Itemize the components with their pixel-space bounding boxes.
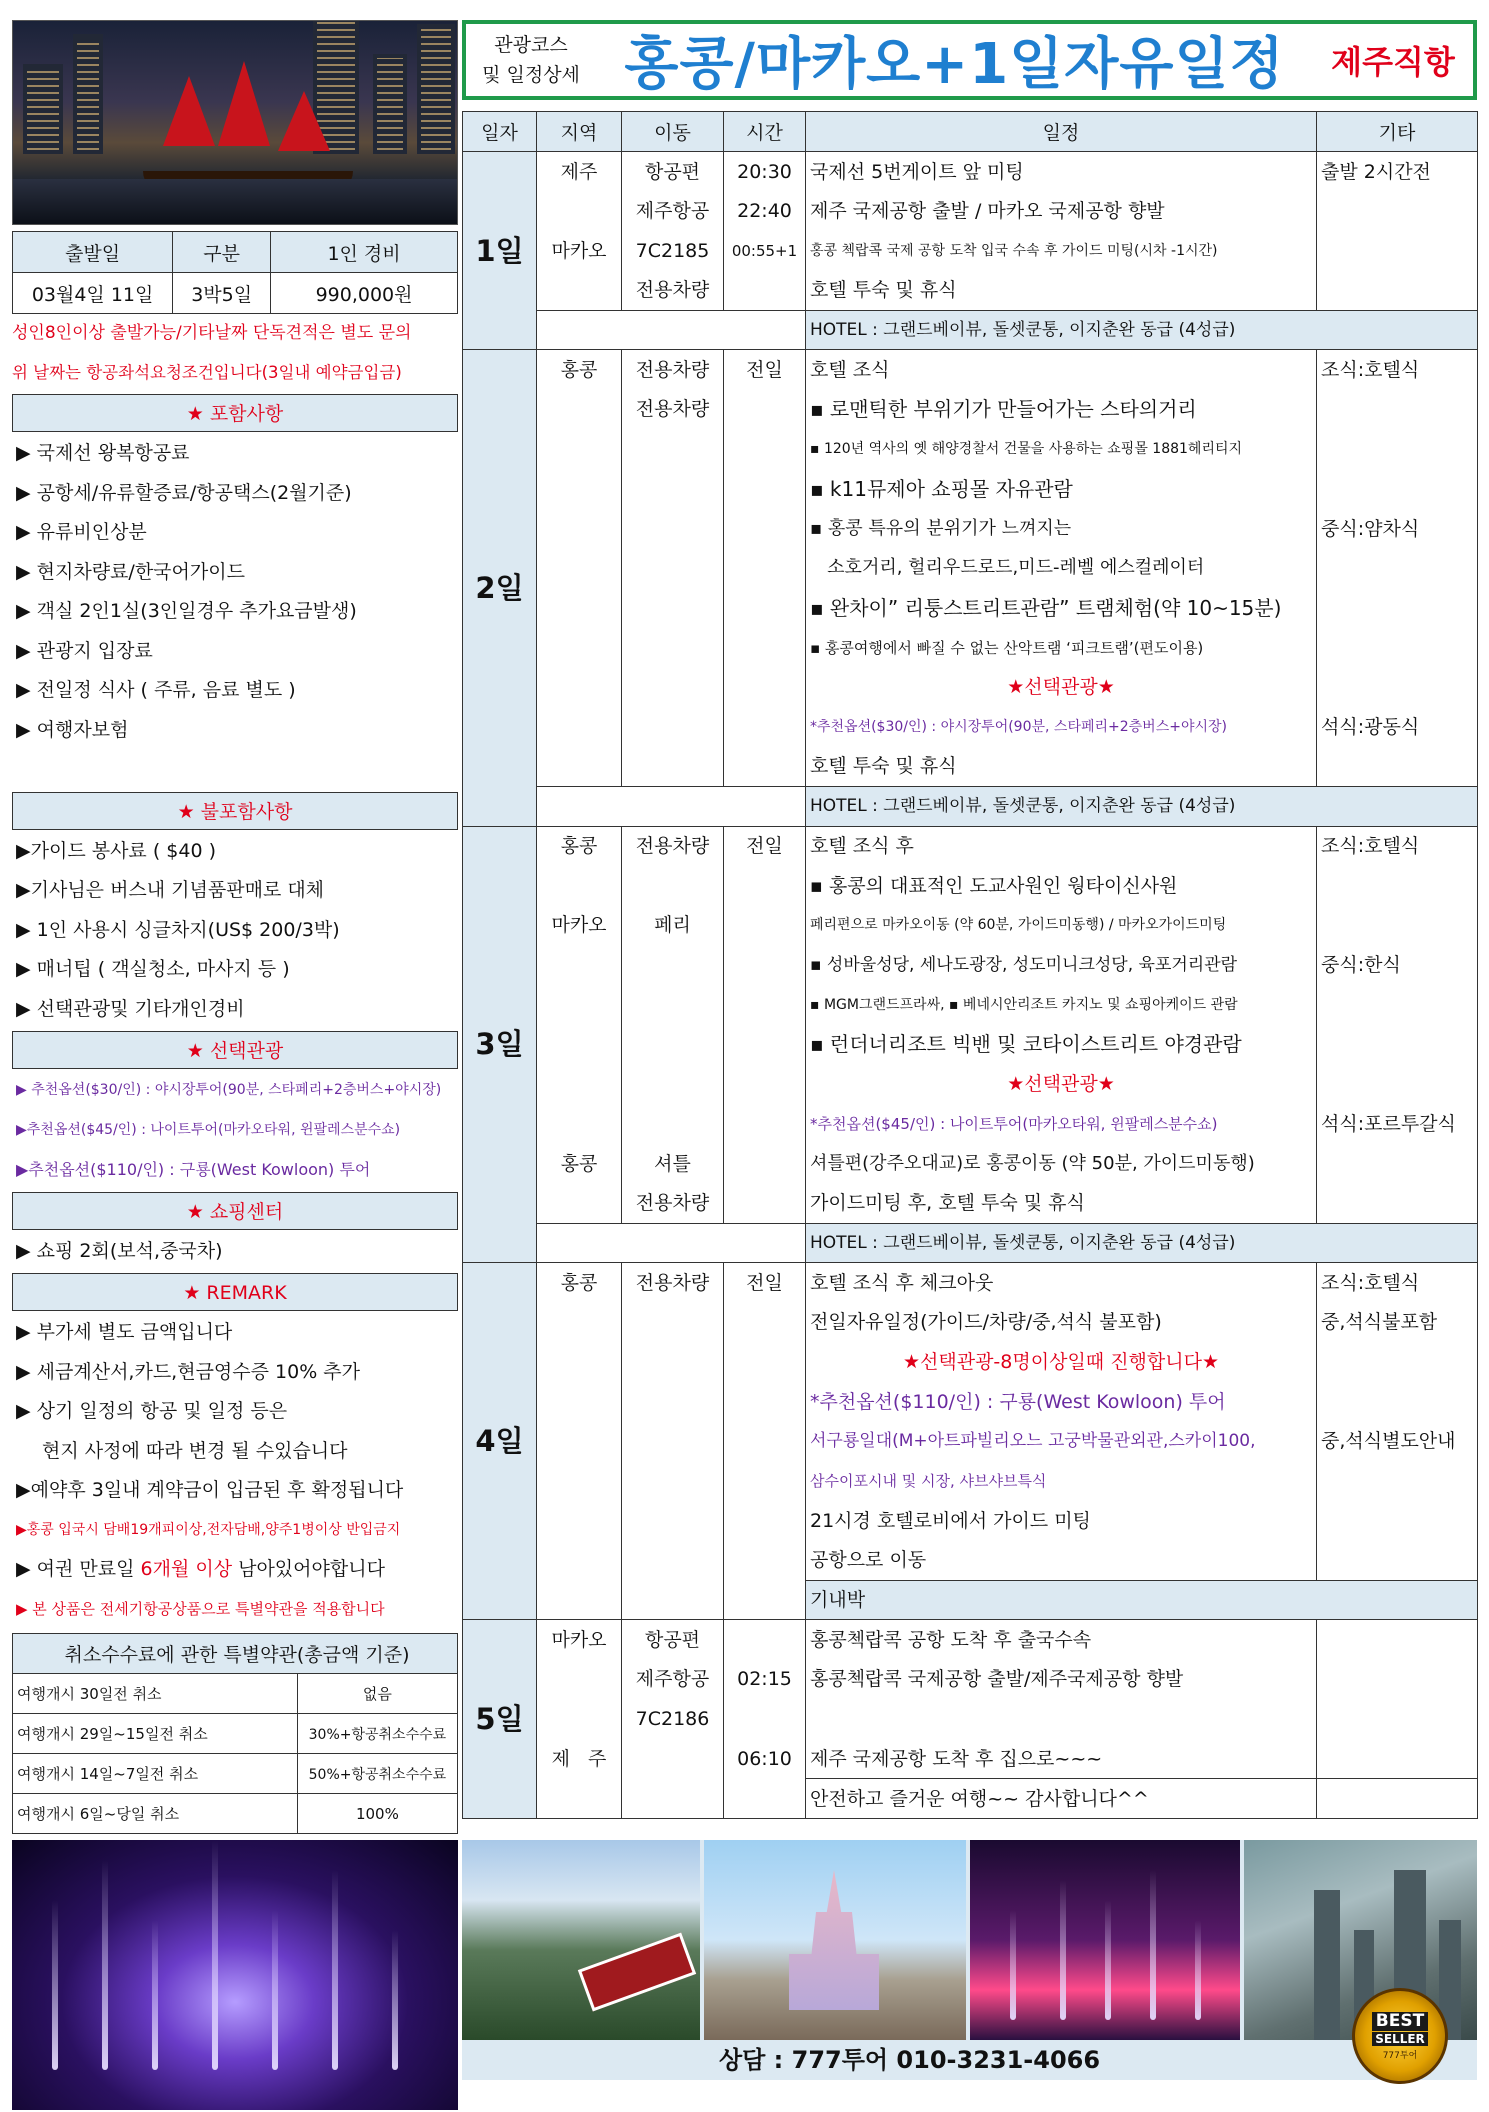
list-item: ▶추천옵션($110/인) : 구룡(West Kowloon) 투어 xyxy=(16,1160,371,1179)
table-row xyxy=(463,1699,1478,1739)
schedule-cell: 서구룡일대(M+아트파빌리오느 고궁박물관외관,스카이100, xyxy=(806,1422,1317,1462)
page-title: 홍콩/마카오+1일자유일정 xyxy=(624,32,1285,97)
price-header-type: 구분 xyxy=(173,232,271,273)
etc-cell: 중,석식불포함 xyxy=(1317,1302,1478,1342)
passport-note xyxy=(12,1550,458,1590)
badge-brand: 777투어 xyxy=(1382,2050,1418,2061)
table-row xyxy=(463,469,1478,509)
schedule-cell: 가이드미팅 후, 호텔 투숙 및 휴식 xyxy=(806,1183,1317,1223)
schedule-cell: ▪ 홍콩여행에서 빠질 수 없는 산악트램 ‘피크트램’(편도이용) xyxy=(806,628,1317,668)
list-item: ▶ 부가세 별도 금액입니다 xyxy=(16,1321,233,1343)
list-item: ▶기사님은 버스내 기념품판매로 대체 xyxy=(16,879,325,901)
day-label: 1일 xyxy=(463,152,537,350)
list-item: ▶ 현지차량료/한국어가이드 xyxy=(16,560,245,583)
time-cell: 20:30 xyxy=(724,152,806,192)
price-table xyxy=(12,231,458,314)
hotel-row xyxy=(463,787,1478,827)
day-label: 5일 xyxy=(463,1620,537,1818)
price-per-person: 990,000원 xyxy=(271,273,458,314)
table-row xyxy=(13,1794,458,1834)
schedule-cell: 셔틀편(강주오대교)로 홍콩이동 (약 50분, 가이드미동행) xyxy=(806,1144,1317,1184)
table-row xyxy=(463,1064,1478,1104)
area-cell xyxy=(537,191,622,231)
day-label: 2일 xyxy=(463,350,537,826)
table-row xyxy=(463,1025,1478,1065)
schedule-cell: ▪ k11뮤제아 쇼핑몰 자유관람 xyxy=(806,469,1317,509)
hong-kong-night-photo xyxy=(12,20,458,225)
etc-cell xyxy=(1317,231,1478,271)
schedule-cell: 페리편으로 마카오이동 (약 60분, 가이드미동행) / 마카오가이드미팅 xyxy=(806,906,1317,946)
cancel-period: 여행개시 14일~7일전 취소 xyxy=(13,1754,298,1794)
area-cell: 홍콩 xyxy=(537,826,622,866)
table-row xyxy=(13,1714,458,1754)
table-row xyxy=(463,588,1478,628)
etc-cell: 출발 2시간전 xyxy=(1317,152,1478,192)
badge-best: BEST xyxy=(1372,2012,1428,2031)
list-item: ▶예약후 3일내 계약금이 입금된 후 확정됩니다 xyxy=(16,1479,404,1501)
table-row xyxy=(463,1342,1478,1382)
list-item: ▶ 유류비인상분 xyxy=(16,521,147,543)
best-seller-badge xyxy=(1352,1988,1448,2084)
list-item: ▶ 공항세/유류할증료/항공택스(2월기준) xyxy=(16,481,352,504)
etc-cell: 조식:호텔식 xyxy=(1317,1263,1478,1303)
closing-message: 안전하고 즐거운 여행~~ 감사합니다^^ xyxy=(806,1779,1317,1819)
disneyland-photo xyxy=(704,1840,966,2040)
time-cell: 22:40 xyxy=(724,191,806,231)
schedule-cell: 홍콩첵랍콕 국제공항 출발/제주국제공항 향발 xyxy=(806,1660,1317,1700)
table-row xyxy=(463,985,1478,1025)
table-row xyxy=(463,350,1478,390)
transport-cell: 전용차량 xyxy=(622,826,724,866)
passport-note-highlight: 6개월 이상 xyxy=(140,1558,233,1580)
transport-cell: 7C2186 xyxy=(622,1699,724,1739)
cancel-period: 여행개시 6일~당일 취소 xyxy=(13,1794,298,1834)
optional-tour-label: ★선택관광-8명이상일때 진행합니다★ xyxy=(806,1342,1317,1382)
transport-cell: 제주항공 xyxy=(622,191,724,231)
time-cell: 전일 xyxy=(724,350,806,390)
title-banner xyxy=(462,20,1477,100)
group-note: 성인8인이상 출발가능/기타날짜 단독견적은 별도 문의 xyxy=(12,323,412,343)
col-header-etc: 기타 xyxy=(1317,112,1478,152)
list-item: ▶홍콩 입국시 담배19개피이상,전자담배,양주1병이상 반입금지 xyxy=(16,1521,401,1538)
hotel-row-spacer xyxy=(537,310,806,350)
schedule-cell: 제주 국제공항 도착 후 집으로~~~ xyxy=(806,1739,1317,1779)
table-row xyxy=(13,1674,458,1714)
col-header-area: 지역 xyxy=(537,112,622,152)
table-row xyxy=(463,231,1478,271)
price-header-date: 출발일 xyxy=(13,232,173,273)
cancel-fee: 50%+항공취소수수료 xyxy=(297,1754,457,1794)
schedule-cell: ▪ 완차이” 리퉁스트리트관람” 트램체험(약 10~15분) xyxy=(806,588,1317,628)
optional-tour-label: ★선택관광★ xyxy=(806,1064,1317,1104)
table-row xyxy=(463,1382,1478,1422)
schedule-cell: 홍콩 첵랍콕 국제 공항 도착 입국 수속 후 가이드 미팅(시차 -1시간) xyxy=(806,231,1317,271)
title-sub-line2: 및 일정상세 xyxy=(482,64,580,86)
area-cell: 마카오 xyxy=(537,906,622,946)
table-row xyxy=(463,1779,1478,1819)
etc-cell: 중,석식별도안내 xyxy=(1317,1422,1478,1462)
badge-seller: SELLER xyxy=(1372,2032,1428,2046)
col-header-transport: 이동 xyxy=(622,112,724,152)
title-subtitle xyxy=(466,30,596,90)
schedule-cell: 호텔 투숙 및 휴식 xyxy=(806,747,1317,787)
hotel-info: HOTEL : 그랜드베이뷰, 돌셋쿤통, 이지춘완 동급 (4성급) xyxy=(806,787,1317,827)
title-sub-line1: 관광코스 xyxy=(494,34,568,56)
schedule-cell: 호텔 조식 xyxy=(806,350,1317,390)
schedule-cell: 21시경 호텔로비에서 가이드 미팅 xyxy=(806,1501,1317,1541)
footer-strip xyxy=(462,1840,1477,2080)
table-row xyxy=(463,1541,1478,1581)
area-cell: 마카오 xyxy=(537,231,622,271)
list-item: ▶ 전일정 식사 ( 주류, 음료 별도 ) xyxy=(16,679,296,701)
table-row xyxy=(463,271,1478,311)
table-row xyxy=(463,826,1478,866)
transport-cell xyxy=(622,1739,724,1779)
list-item: ▶ 여행자보험 xyxy=(16,718,129,741)
list-item: ▶ 본 상품은 전세기항공상품으로 특별약관을 적용합니다 xyxy=(16,1599,385,1618)
cancel-period: 여행개시 30일전 취소 xyxy=(13,1674,298,1714)
hotel-row-spacer xyxy=(537,1223,806,1263)
hotel-info: HOTEL : 그랜드베이뷰, 돌셋쿤통, 이지춘완 동급 (4성급) xyxy=(806,310,1317,350)
schedule-cell: *추천옵션($110/인) : 구룡(West Kowloon) 투어 xyxy=(806,1382,1317,1422)
direct-flight-tag: 제주직항 xyxy=(1331,43,1455,81)
cancel-period: 여행개시 29일~15일전 취소 xyxy=(13,1714,298,1754)
day-label: 3일 xyxy=(463,826,537,1263)
schedule-cell: ▪ 홍콩 특유의 분위기가 느껴지는 xyxy=(806,509,1317,549)
list-item: ▶ 객실 2인1실(3인일경우 추가요금발생) xyxy=(16,600,357,622)
table-row xyxy=(463,1620,1478,1660)
transport-cell: 전용차량 xyxy=(622,1263,724,1303)
table-row xyxy=(463,390,1478,430)
transport-cell: 항공편 xyxy=(622,152,724,192)
day-label: 4일 xyxy=(463,1263,537,1620)
itinerary-table xyxy=(462,111,1477,1819)
area-cell: 제 주 xyxy=(537,1739,622,1779)
list-item: ▶ 선택관광및 기타개인경비 xyxy=(16,997,245,1020)
transport-cell: 전용차량 xyxy=(622,271,724,311)
etc-cell xyxy=(1317,271,1478,311)
in-flight-night: 기내박 xyxy=(806,1580,1317,1620)
hotel-row-etc xyxy=(1317,1223,1478,1263)
area-cell xyxy=(537,271,622,311)
schedule-cell: 홍콩첵랍콕 공항 도착 후 출국수속 xyxy=(806,1620,1317,1660)
schedule-cell xyxy=(806,1699,1317,1739)
schedule-cell: 국제선 5번게이트 앞 미팅 xyxy=(806,152,1317,192)
table-row xyxy=(463,509,1478,549)
schedule-cell: 소호거리, 헐리우드로드,미드-레벨 에스컬레이터 xyxy=(806,548,1317,588)
etc-cell: 조식:호텔식 xyxy=(1317,350,1478,390)
schedule-cell: 호텔 조식 후 xyxy=(806,826,1317,866)
time-cell xyxy=(724,271,806,311)
etc-cell: 조식:호텔식 xyxy=(1317,826,1478,866)
included-header: ★ 포함사항 xyxy=(12,394,458,432)
night-fountain-photo xyxy=(970,1840,1240,2040)
list-item: ▶ 관광지 입장료 xyxy=(16,639,153,662)
shopping-header: ★ 쇼핑센터 xyxy=(12,1192,458,1230)
list-item: ▶ 세금계산서,카드,현금영수증 10% 추가 xyxy=(16,1360,360,1383)
col-header-schedule: 일정 xyxy=(806,112,1317,152)
table-row xyxy=(13,1754,458,1794)
optional-list xyxy=(12,1071,458,1190)
area-cell xyxy=(537,1660,622,1700)
remark-header: ★ REMARK xyxy=(12,1273,458,1311)
hotel-row-spacer xyxy=(537,787,806,827)
area-cell: 홍콩 xyxy=(537,1263,622,1303)
list-item: ▶ 추천옵션($30/인) : 야시장투어(90분, 스타페리+2층버스+야시장) xyxy=(16,1082,442,1098)
schedule-cell: *추천옵션($45/인) : 나이트투어(마카오타워, 윈팔레스분수쇼) xyxy=(806,1104,1317,1144)
excluded-header: ★ 불포함사항 xyxy=(12,792,458,830)
transport-cell: 전용차량 xyxy=(622,350,724,390)
table-row xyxy=(463,1580,1478,1620)
area-cell xyxy=(537,1699,622,1739)
contact-info: 상담 : 777투어 010-3231-4066 xyxy=(718,2046,1101,2074)
time-cell: 02:15 xyxy=(724,1660,806,1700)
transport-cell: 전용차량 xyxy=(622,1183,724,1223)
schedule-cell: 제주 국제공항 출발 / 마카오 국제공항 향발 xyxy=(806,191,1317,231)
time-cell: 06:10 xyxy=(724,1739,806,1779)
schedule-cell: 호텔 조식 후 체크아웃 xyxy=(806,1263,1317,1303)
list-item: ▶ 상기 일정의 항공 및 일정 등은 xyxy=(16,1400,288,1422)
table-row xyxy=(463,906,1478,946)
peak-tram-photo xyxy=(462,1840,700,2040)
optional-header: ★ 선택관광 xyxy=(12,1031,458,1069)
hotel-row-etc xyxy=(1317,310,1478,350)
transport-cell: 전용차량 xyxy=(622,390,724,430)
hotel-row xyxy=(463,1223,1478,1263)
transport-cell: 제주항공 xyxy=(622,1660,724,1700)
schedule-cell: *추천옵션($30/인) : 야시장투어(90분, 스타페리+2층버스+야시장) xyxy=(806,707,1317,747)
transport-cell: 7C2185 xyxy=(622,231,724,271)
included-list xyxy=(12,434,458,790)
schedule-cell: 호텔 투숙 및 휴식 xyxy=(806,271,1317,311)
etc-cell: 중식:한식 xyxy=(1317,945,1478,985)
cancel-fee: 100% xyxy=(297,1794,457,1834)
table-row xyxy=(463,1183,1478,1223)
col-header-day: 일자 xyxy=(463,112,537,152)
area-cell: 제주 xyxy=(537,152,622,192)
transport-cell: 항공편 xyxy=(622,1620,724,1660)
list-item: ▶가이드 봉사료 ( $40 ) xyxy=(16,839,216,862)
time-cell: 전일 xyxy=(724,1263,806,1303)
table-row xyxy=(463,548,1478,588)
hotel-info: HOTEL : 그랜드베이뷰, 돌셋쿤통, 이지춘완 동급 (4성급) xyxy=(806,1223,1317,1263)
etc-cell: 석식:광동식 xyxy=(1317,707,1478,747)
table-row xyxy=(463,1104,1478,1144)
etc-cell: 석식:포르투갈식 xyxy=(1317,1104,1478,1144)
table-row xyxy=(463,1501,1478,1541)
transport-cell: 셔틀 xyxy=(622,1144,724,1184)
list-item: ▶ 쇼핑 2회(보석,중국차) xyxy=(16,1239,223,1262)
list-item: ▶ 1인 사용시 싱글차지(US$ 200/3박) xyxy=(16,918,340,941)
in-flight-etc xyxy=(1317,1580,1478,1620)
schedule-cell: ▪ MGM그랜드프라싸, ▪ 베네시안리조트 카지노 및 쇼핑아케이드 관람 xyxy=(806,985,1317,1025)
schedule-cell: ▪ 로맨틱한 부위기가 만들어가는 스타의거리 xyxy=(806,390,1317,430)
passport-note-pre: ▶ 여권 만료일 xyxy=(16,1558,141,1580)
time-cell: 전일 xyxy=(724,826,806,866)
col-header-time: 시간 xyxy=(724,112,806,152)
cancel-fee-header: 취소수수료에 관한 특별약관(총금액 기준) xyxy=(13,1634,458,1674)
optional-tour-label: ★선택관광★ xyxy=(806,667,1317,707)
time-cell xyxy=(724,1620,806,1660)
table-row xyxy=(463,747,1478,787)
list-item: ▶ 국제선 왕복항공료 xyxy=(16,442,190,464)
cancel-fee: 30%+항공취소수수료 xyxy=(297,1714,457,1754)
hotel-row-etc xyxy=(1317,787,1478,827)
time-cell: 00:55+1 xyxy=(724,231,806,271)
table-row xyxy=(463,191,1478,231)
cancel-fee: 없음 xyxy=(297,1674,457,1714)
table-row xyxy=(463,667,1478,707)
spacer xyxy=(12,750,458,790)
table-row xyxy=(463,1461,1478,1501)
passport-note-post: 남아있어야합니다 xyxy=(232,1558,385,1580)
schedule-cell: 공항으로 이동 xyxy=(806,1541,1317,1581)
left-column xyxy=(12,20,458,1834)
etc-cell xyxy=(1317,191,1478,231)
time-cell xyxy=(724,1699,806,1739)
seat-note: 위 날짜는 항공좌석요청조건입니다(3일내 예약금입금) xyxy=(12,363,402,382)
transport-cell: 페리 xyxy=(622,906,724,946)
list-item: ▶ 매너팁 ( 객실청소, 마사지 등 ) xyxy=(16,958,290,980)
etc-cell: 중식:얌차식 xyxy=(1317,509,1478,549)
table-row xyxy=(463,1660,1478,1700)
table-row xyxy=(463,1422,1478,1462)
schedule-cell: ▪ 성바울성당, 세나도광장, 성도미니크성당, 육포거리관람 xyxy=(806,945,1317,985)
fountain-show-photo xyxy=(12,1840,458,2110)
table-row xyxy=(463,1302,1478,1342)
table-row xyxy=(463,1739,1478,1779)
departure-dates: 03월4일 11일 xyxy=(13,273,173,314)
table-row xyxy=(463,945,1478,985)
area-cell: 홍콩 xyxy=(537,1144,622,1184)
schedule-cell: ▪ 120년 역사의 옛 해양경찰서 건물을 사용하는 쇼핑몰 1881헤리티지 xyxy=(806,429,1317,469)
table-row xyxy=(463,707,1478,747)
remark-list xyxy=(12,1313,458,1629)
list-item: 현지 사정에 따라 변경 될 수있습니다 xyxy=(42,1439,348,1462)
trip-length: 3박5일 xyxy=(173,273,271,314)
schedule-cell: 삼수이포시내 및 시장, 샤브샤브특식 xyxy=(806,1461,1317,1501)
price-header-cost: 1인 경비 xyxy=(271,232,458,273)
schedule-cell: ▪ 홍콩의 대표적인 도교사원인 웡타이신사원 xyxy=(806,866,1317,906)
list-item: ▶추천옵션($45/인) : 나이트투어(마카오타워, 윈팔레스분수쇼) xyxy=(16,1121,401,1138)
cancel-fee-table xyxy=(12,1633,458,1834)
table-row xyxy=(463,628,1478,668)
area-cell: 마카오 xyxy=(537,1620,622,1660)
excluded-list xyxy=(12,832,458,1030)
table-row xyxy=(463,1263,1478,1303)
hotel-row xyxy=(463,310,1478,350)
table-row xyxy=(463,152,1478,192)
table-row xyxy=(463,429,1478,469)
table-row xyxy=(463,866,1478,906)
area-cell: 홍콩 xyxy=(537,350,622,390)
schedule-cell: 전일자유일정(가이드/차량/중,석식 불포함) xyxy=(806,1302,1317,1342)
schedule-cell: ▪ 런더너리조트 빅밴 및 코타이스트리트 야경관람 xyxy=(806,1025,1317,1065)
table-row xyxy=(463,1144,1478,1184)
